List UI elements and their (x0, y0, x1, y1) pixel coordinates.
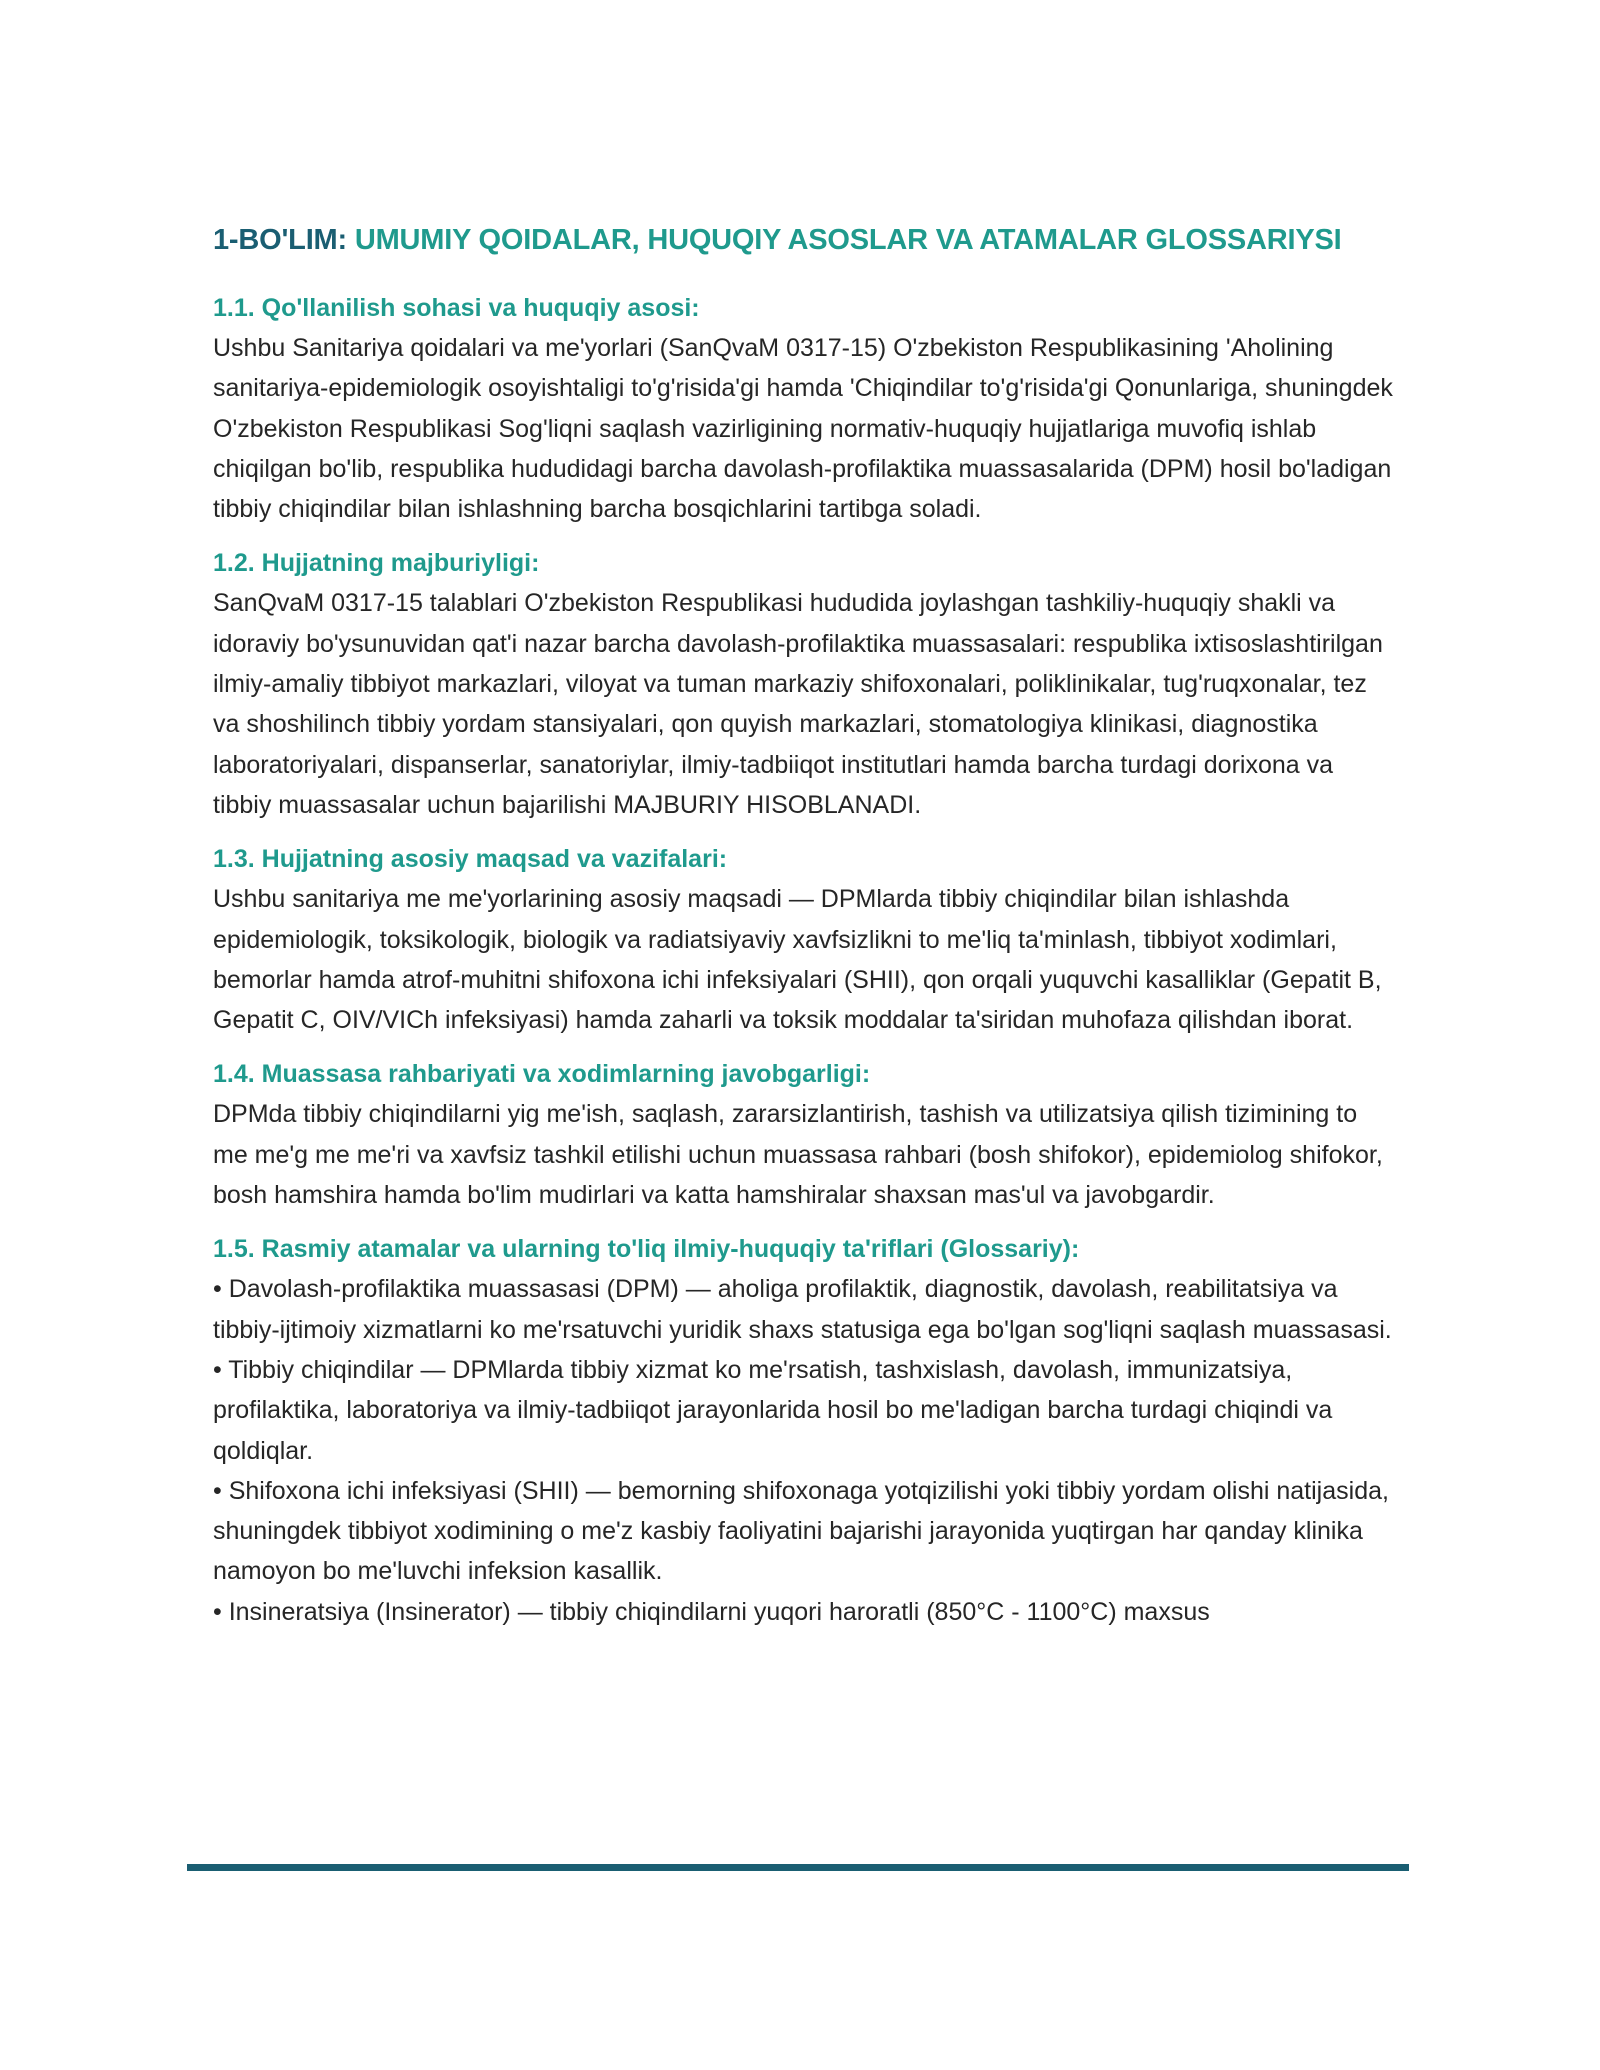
glossary-item-shii: • Shifoxona ichi infeksiyasi (SHII) — bemorning shifoxonaga yotqizilishi yoki tibbiy yordam olishi natijasida, shuningdek tibbiyot xodimining o me'z kasbiy faoliyatini bajarishi jarayonida yuqtirgan har qanday klinika namoyon bo me'luvchi infeksion kasallik. (213, 1476, 1389, 1586)
chapter-number: 1-BO'LIM: (213, 224, 347, 256)
document-page (213, 218, 1393, 1646)
section-1-3 (213, 839, 1393, 1040)
section-body: DPMda tibbiy chiqindilarni yig me'ish, saqlash, zararsizlantirish, tashish va utilizatsiya qilish tizimining to me me'g me me'ri va xavfsiz tashkil etilishi uchun muassasa rahbari (bosh shifokor), epidemiolog shifokor, bosh hamshira hamda bo'lim mudirlari va katta hamshiralar shaxsan mas'ul va javobgardir. (213, 1100, 1383, 1210)
section-1-2 (213, 543, 1393, 825)
section-heading: 1.1. Qo'llanilish sohasi va huquqiy asosi: (213, 294, 700, 322)
chapter-title-text: UMUMIY QOIDALAR, HUQUQIY ASOSLAR VA ATAMALAR GLOSSARIYSI (354, 224, 1342, 256)
glossary-item-incineration: • Insineratsiya (Insinerator) — tibbiy chiqindilarni yuqori haroratli (850°C - 1100°C) maxsus (213, 1597, 1210, 1626)
section-1-4 (213, 1054, 1393, 1215)
section-body: SanQvaM 0317-15 talablari O'zbekiston Respublikasi hududida joylashgan tashkiliy-huquqiy shakli va idoraviy bo'ysunuvidan qat'i nazar barcha davolash-profilaktika muassasalari: respublika ixtisoslashtirilgan ilmiy-amaliy tibbiyot markazlari, viloyat va tuman markaziy shifoxonalari, poliklinikalar, tug'ruqxonalar, tez va shoshilinch tibbiy yordam stansiyalari, qon quyish markazlari, stomatologiya klinikasi, diagnostika laboratoriyalari, dispanserlar, sanatoriylar, ilmiy-tadbiiqot institutlari hamda barcha turdagi dorixona va tibbiy muassasalar uchun bajarilishi MAJBURIY HISOBLANADI. (213, 589, 1383, 819)
glossary-item-dpm: • Davolash-profilaktika muassasasi (DPM) — aholiga profilaktik, diagnostik, davolash, reabilitatsiya va tibbiy-ijtimoiy xizmatlarni ko me'rsatuvchi yuridik shaxs statusiga ega bo'lgan sog'liqni saqlash muassasasi. (213, 1275, 1392, 1344)
glossary-item-medical-waste: • Tibbiy chiqindilar — DPMlarda tibbiy xizmat ko me'rsatish, tashxislash, davolash, immunizatsiya, profilaktika, laboratoriya va ilmiy-tadbiiqot jarayonlarida hosil bo me'ladigan barcha turdagi chiqindi va qoldiqlar. (213, 1355, 1333, 1465)
footer-divider (187, 1864, 1409, 1871)
section-heading: 1.4. Muassasa rahbariyati va xodimlarning javobgarligi: (213, 1060, 871, 1089)
chapter-title (213, 218, 1393, 262)
section-heading: 1.2. Hujjatning majburiyligi: (213, 549, 540, 578)
section-body: Ushbu Sanitariya qoidalari va me'yorlari (SanQvaM 0317-15) O'zbekiston Respublikasining 'Aholining sanitariya-epidemiologik osoyishtaligi to'g'risida'gi hamda 'Chiqindilar to'g'risida'gi Qonunlariga, shuningdek O'zbekiston Respublikasi Sog'liqni saqlash vazirligining normativ-huquqiy hujjatlariga muvofiq ishlab chiqilgan bo'lib, respublika hududidagi barcha davolash-profilaktika muassasalarida (DPM) hosil bo'ladigan tibbiy chiqindilar bilan ishlashning barcha bosqichlarini tartibga soladi. (213, 334, 1393, 524)
section-1-1 (213, 288, 1393, 529)
glossary-heading: 1.5. Rasmiy atamalar va ularning to'liq ilmiy-huquqiy ta'riflari (Glossariy): (213, 1235, 1080, 1264)
section-heading: 1.3. Hujjatning asosiy maqsad va vazifalari: (213, 845, 728, 874)
section-body: Ushbu sanitariya me me'yorlarining asosiy maqsadi — DPMlarda tibbiy chiqindilar bilan ishlashda epidemiologik, toksikologik, biologik va radiatsiyaviy xavfsizlikni to me'liq ta'minlash, tibbiyot xodimlari, bemorlar hamda atrof-muhitni shifoxona ichi infeksiyalari (SHII), qon orqali yuquvchi kasalliklar (Gepatit B, Gepatit C, OIV/VICh infeksiyasi) hamda zaharli va toksik moddalar ta'siridan muhofaza qilishdan iborat. (213, 885, 1382, 1035)
section-1-5-glossary (213, 1229, 1393, 1632)
